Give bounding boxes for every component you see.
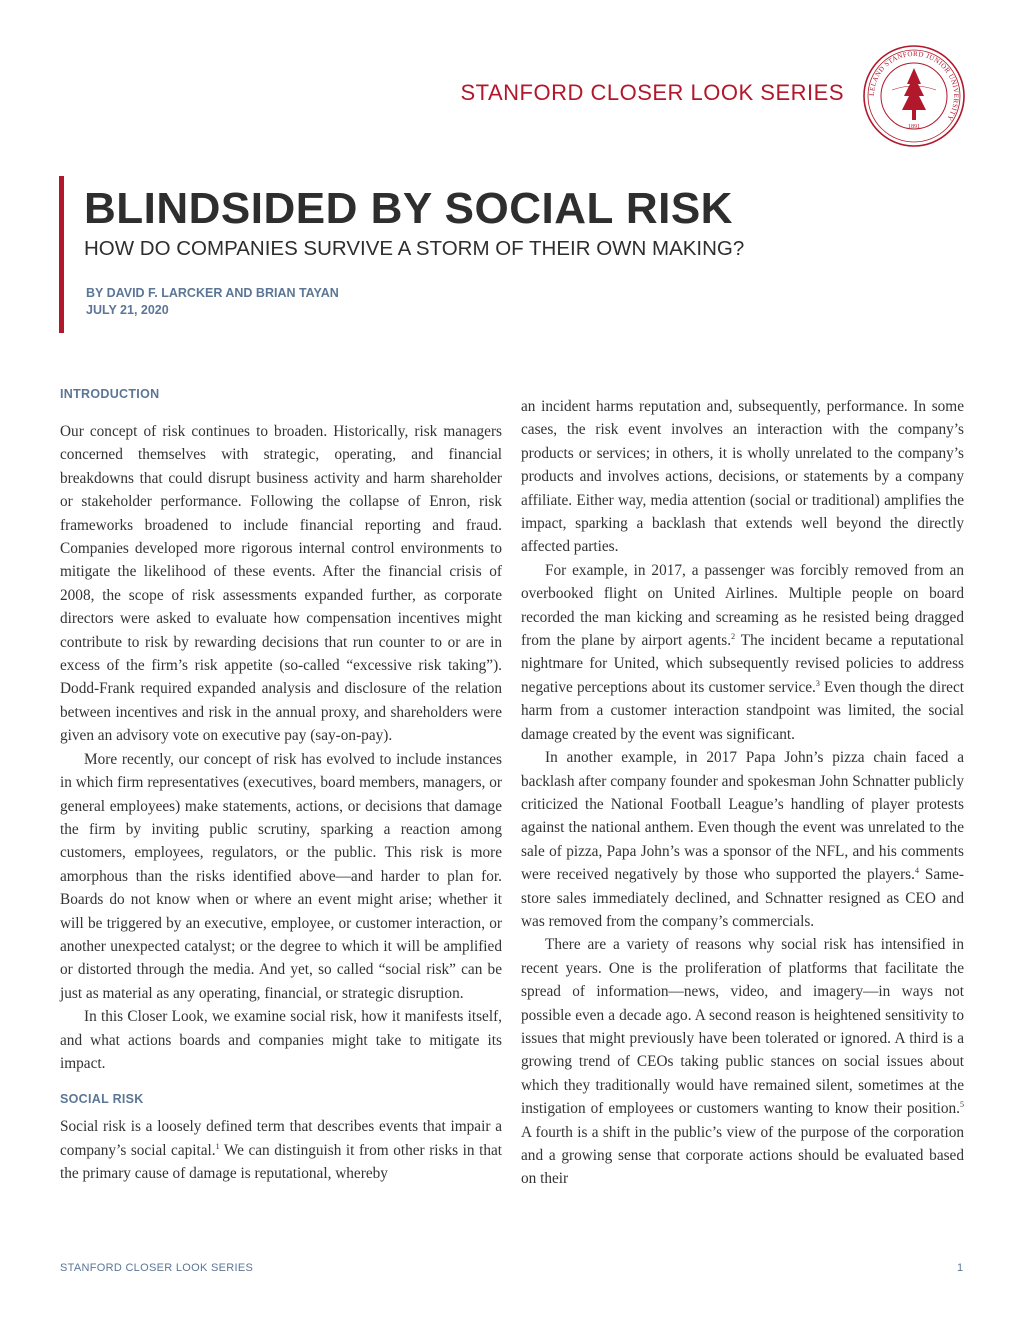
byline-block	[86, 285, 339, 319]
text-run: Social risk is a loosely defined term that describes events that impair a company’s social capital.	[60, 1118, 502, 1159]
paragraph: an incident harms reputation and, subsequently, performance. In some cases, the risk event involves an interaction with the company’s products or services; in others, it is wholly unrelated to the company’s products and involves actions, decisions, or statements by a company affiliate. Either way, media attention (social or traditional) amplifies the impact, sparking a backlash that extends well beyond the directly affected parties.	[521, 398, 964, 556]
paragraph	[60, 1115, 502, 1185]
text-run: A fourth is a shift in the public’s view of the purpose of the corporation and a growing sense that corporate actions should be evaluated based on their	[521, 1123, 964, 1188]
text-run: The incident became a reputational nightmare for United, which subsequently revised policies to address negative perceptions about its customer service.	[521, 632, 964, 696]
paragraph	[521, 933, 964, 1190]
page-title: BLINDSIDED BY SOCIAL RISK	[84, 184, 733, 233]
publication-date: JULY 21, 2020	[86, 303, 169, 317]
text-run: There are a variety of reasons why social risk has intensified in recent years. One is the proliferation of platforms that facilitate the spread of information—news, video, and imagery—in ways not possible even a decade ago. A second reason is heightened sensitivity to issues that might previously have been tolerated or ignored. A third is a growing trend of CEOs taking public stances on social issues about which they traditionally would have remained silent, sometimes at the instigation of employees or customers wanting to know their position.	[521, 936, 964, 1118]
right-column	[521, 395, 964, 1191]
paragraph: Our concept of risk continues to broaden. Historically, risk managers concerned themselves with strategic, operating, and financial breakdowns that could disrupt business activity and harm shareholder or stakeholder performance. Following the collapse of Enron, risk frameworks broadened to include financial reporting and fraud. Companies developed more rigorous internal control environments to mitigate the likelihood of these events. After the financial crisis of 2008, the scope of risk assessments expanded further, as corporate directors were asked to evaluate how compensation incentives might contribute to risk by rewarding decisions that run counter to or are in excess of the firm’s risk appetite (so-called “excessive risk taking”). Dodd-Frank required expanded analysis and disclosure of the relation between incentives and risk in the annual proxy, and shareholders were given an advisory vote on executive pay (say-on-pay).	[60, 423, 502, 745]
authors: BY DAVID F. LARCKER AND BRIAN TAYAN	[86, 286, 339, 300]
section-heading-social-risk: SOCIAL RISK	[60, 1092, 144, 1107]
paragraph	[521, 559, 964, 746]
stanford-seal-logo	[862, 44, 966, 148]
svg-text:LELAND STANFORD JUNIOR UNIVERS: LELAND STANFORD JUNIOR UNIVERSITY	[867, 49, 961, 123]
page-number: 1	[957, 1262, 964, 1274]
paragraph: More recently, our concept of risk has evolved to include instances in which firm representatives (executives, board members, managers, or general employees) make statements, actions, or decisions that damage the firm by inviting public scrutiny, sparking a reaction among customers, employees, regulators, or the public. This risk is more amorphous than the risks identified above—and harder to plan for. Boards do not know when or where an event might arise; whether it will be triggered by an executive, employee, or customer interaction, or another unexpected catalyst; or the degree to which it will be amplified or distorted through the media. And yet, so called “social risk” can be just as material as any operating, financial, or strategic disruption.	[60, 750, 502, 1002]
svg-text:1891: 1891	[908, 124, 920, 130]
title-block	[59, 176, 964, 333]
paragraph: In this Closer Look, we examine social risk, how it manifests itself, and what actions boards and companies might take to mitigate its impact.	[60, 1008, 502, 1072]
footnote-ref[interactable]: 4	[914, 866, 919, 876]
text-run: Same-store sales immediately declined, and Schnatter resigned as CEO and was removed from the company’s commercials.	[521, 866, 964, 930]
page-subtitle: HOW DO COMPANIES SURVIVE A STORM OF THEIR OWN MAKING?	[84, 237, 745, 260]
footnote-ref[interactable]: 2	[731, 631, 736, 641]
left-column	[60, 385, 502, 1186]
section-heading-introduction: INTRODUCTION	[60, 387, 160, 401]
series-header: STANFORD CLOSER LOOK SERIES	[460, 80, 844, 105]
paragraph	[521, 746, 964, 933]
footnote-ref[interactable]: 1	[215, 1141, 220, 1151]
text-run: For example, in 2017, a passenger was forcibly removed from an overbooked flight on United Airlines. Multiple people on board recorded the man kicking and screaming as he resisted being dragged from the plane by airport agents.	[521, 561, 964, 650]
text-run: We can distinguish it from other risks in that the primary cause of damage is reputational, whereby	[60, 1141, 503, 1183]
footnote-ref[interactable]: 3	[815, 678, 820, 688]
text-run: Even though the direct harm from a customer interaction standpoint was limited, the social damage created by the event was significant.	[521, 678, 964, 743]
footer-series: STANFORD CLOSER LOOK SERIES	[60, 1262, 254, 1274]
footnote-ref[interactable]: 5	[960, 1100, 964, 1110]
text-run: In another example, in 2017 Papa John’s pizza chain faced a backlash after company founder and spokesman John Schnatter publicly criticized the National Football League’s handling of player protests against the national anthem. Even though the event was unrelated to the sale of pizza, Papa John’s was a sponsor of the NFL, and his comments were received negatively by those who supported the players.	[521, 749, 964, 884]
